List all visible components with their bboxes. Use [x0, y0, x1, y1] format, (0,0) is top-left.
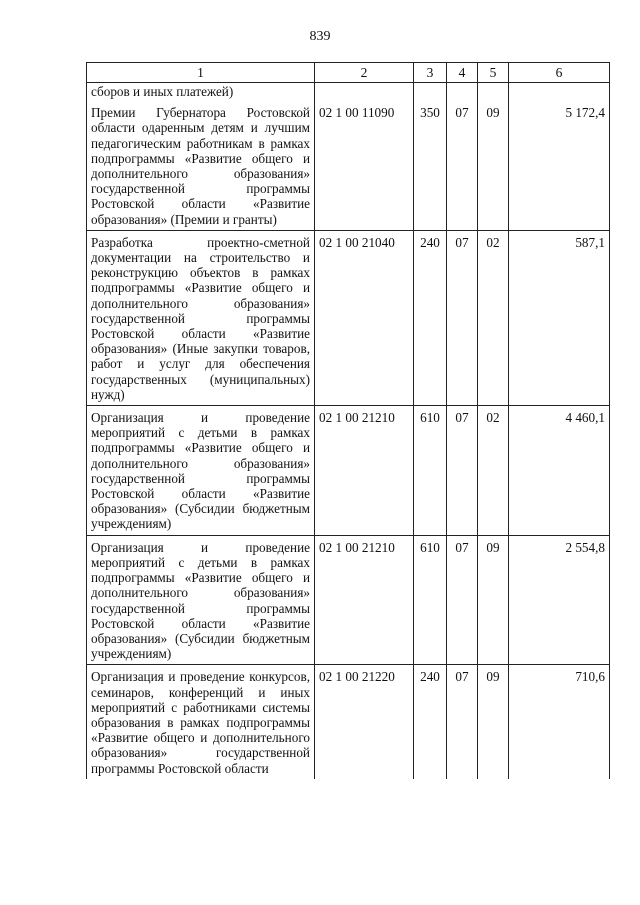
row-expense-type: 610: [414, 406, 447, 536]
row-amount: 2 554,8: [509, 535, 610, 665]
row-section: 07: [447, 101, 478, 230]
page-number: 839: [309, 29, 331, 44]
carry-over-text: сборов и иных платежей): [87, 83, 315, 102]
row-section: 07: [447, 665, 478, 779]
row-description: Организация и проведение мероприятий с детьми в рамках подпрограммы «Развитие общего и дополнительного образования» государственной программы Ростовской области «Развитие образования» (Субсидии бюджетным учреждениям): [87, 406, 315, 536]
row-description: Разработка проектно-сметной документации на строительство и реконструкцию объектов в рамках подпрограммы «Развитие общего и дополнительного образования» государственной программы Ростовской области «Развитие образования» (Иные закупки товаров, работ и услуг для обеспечения государственных (муниципальных) нужд): [87, 230, 315, 405]
budget-table: [86, 62, 610, 779]
row-section: 07: [447, 230, 478, 405]
column-header-amount: 6: [509, 63, 610, 83]
column-header-pr: 5: [478, 63, 509, 83]
row-subsection: 09: [478, 101, 509, 230]
row-subsection: 09: [478, 535, 509, 665]
row-target-code: 02 1 00 21210: [315, 535, 414, 665]
row-subsection: 09: [478, 665, 509, 779]
column-header-vr: 3: [414, 63, 447, 83]
row-subsection: 02: [478, 406, 509, 536]
row-expense-type: 240: [414, 665, 447, 779]
row-amount: 5 172,4: [509, 101, 610, 230]
column-header-code: 2: [315, 63, 414, 83]
row-target-code: 02 1 00 21220: [315, 665, 414, 779]
row-expense-type: 240: [414, 230, 447, 405]
row-expense-type: 610: [414, 535, 447, 665]
row-description: Организация и проведение конкурсов, семинаров, конференций и иных мероприятий с работниками системы образования в рамках подпрограммы «Развитие общего и дополнительного образования» государственной программы Ростовской области: [87, 665, 315, 779]
row-target-code: 02 1 00 11090: [315, 101, 414, 230]
row-expense-type: 350: [414, 101, 447, 230]
row-subsection: 02: [478, 230, 509, 405]
row-target-code: 02 1 00 21210: [315, 406, 414, 536]
row-amount: 4 460,1: [509, 406, 610, 536]
row-amount: 710,6: [509, 665, 610, 779]
carry-over-row: [87, 83, 610, 102]
column-header-rz: 4: [447, 63, 478, 83]
column-header-description: 1: [87, 63, 315, 83]
row-target-code: 02 1 00 21040: [315, 230, 414, 405]
row-description: Премии Губернатора Ростовской области одаренным детям и лучшим педагогическим работникам в рамках подпрограммы «Развитие общего и дополнительного образования» государственной программы Ростовской области «Развитие образования» (Премии и гранты): [87, 101, 315, 230]
table-row: [87, 101, 610, 230]
table-row: [87, 230, 610, 405]
table-row: [87, 535, 610, 665]
table-header-row: [87, 63, 610, 83]
row-section: 07: [447, 535, 478, 665]
row-amount: 587,1: [509, 230, 610, 405]
row-section: 07: [447, 406, 478, 536]
table-row: [87, 406, 610, 536]
row-description: Организация и проведение мероприятий с детьми в рамках подпрограммы «Развитие общего и дополнительного образования» государственной программы Ростовской области «Развитие образования» (Субсидии бюджетным учреждениям): [87, 535, 315, 665]
table-row: [87, 665, 610, 779]
